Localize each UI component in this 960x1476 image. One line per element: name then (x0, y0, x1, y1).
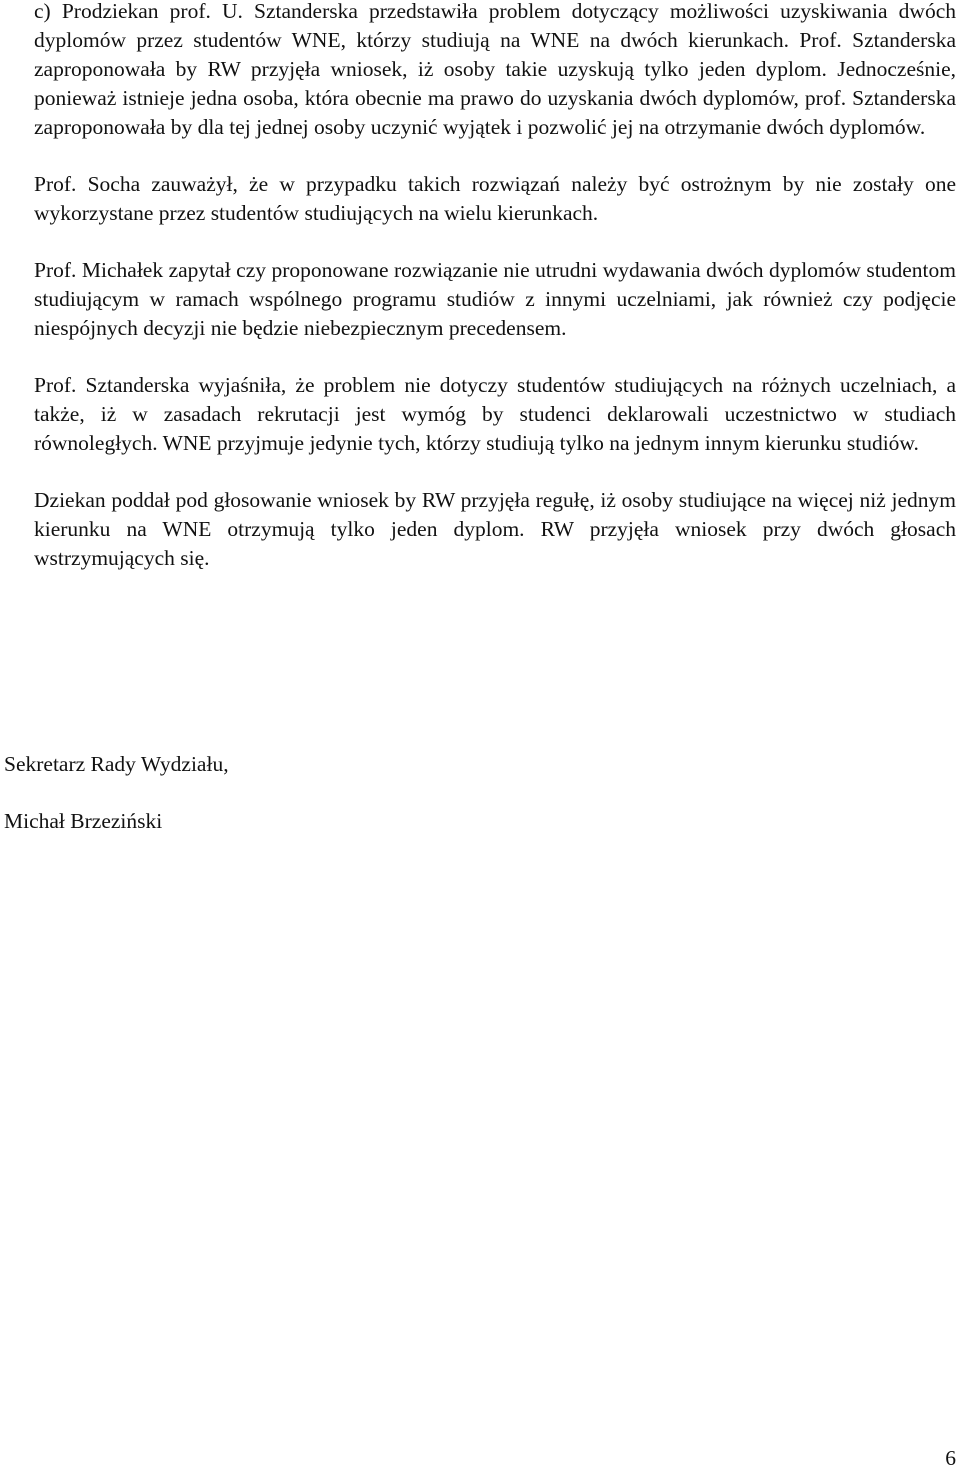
paragraph-michalek-question: Prof. Michałek zapytał czy proponowane rozwiązanie nie utrudni wydawania dwóch dyplomów studentom studiującym w ramach wspólnego programu studiów z innymi uczelniami, jak również czy podjęcie niespójnych decyzji nie będzie niebezpiecznym precedensem. (34, 258, 956, 340)
paragraph-socha-remark: Prof. Socha zauważył, że w przypadku takich rozwiązań należy być ostrożnym by nie zostały one wykorzystane przez studentów studiujących na wielu kierunkach. (34, 172, 956, 225)
document-body (34, 0, 956, 601)
paragraph-sztanderska-explanation: Prof. Sztanderska wyjaśniła, że problem nie dotyczy studentów studiujących na różnych uczelniach, a także, iż w zasadach rekrutacji jest wymóg by studenci deklarowali uczestnictwo w studiach równoległych. WNE przyjmuje jedynie tych, którzy studiują tylko na jednym innym kierunku studiów. (34, 373, 956, 455)
signature-title: Sekretarz Rady Wydziału, (4, 752, 229, 776)
paragraph-dean-vote: Dziekan poddał pod głosowanie wniosek by RW przyjęła regułę, iż osoby studiujące na więcej niż jednym kierunku na WNE otrzymują tylko jeden dyplom. RW przyjęła wniosek przy dwóch głosach wstrzymujących się. (34, 488, 956, 570)
page-number: 6 (945, 1446, 956, 1470)
paragraph-prodean-proposal: c) Prodziekan prof. U. Sztanderska przedstawiła problem dotyczący możliwości uzyskiwania dwóch dyplomów przez studentów WNE, którzy studiują na WNE na dwóch kierunkach. Prof. Sztanderska zaproponowała by RW przyjęła wniosek, iż osoby takie uzyskują tylko jeden dyplom. Jednocześnie, ponieważ istnieje jedna osoba, która obecnie ma prawo do uzyskania dwóch dyplomów, prof. Sztanderska zaproponowała by dla tej jednej osoby uczynić wyjątek i pozwolić jej na otrzymanie dwóch dyplomów. (34, 0, 956, 139)
signature-name: Michał Brzeziński (4, 809, 163, 833)
